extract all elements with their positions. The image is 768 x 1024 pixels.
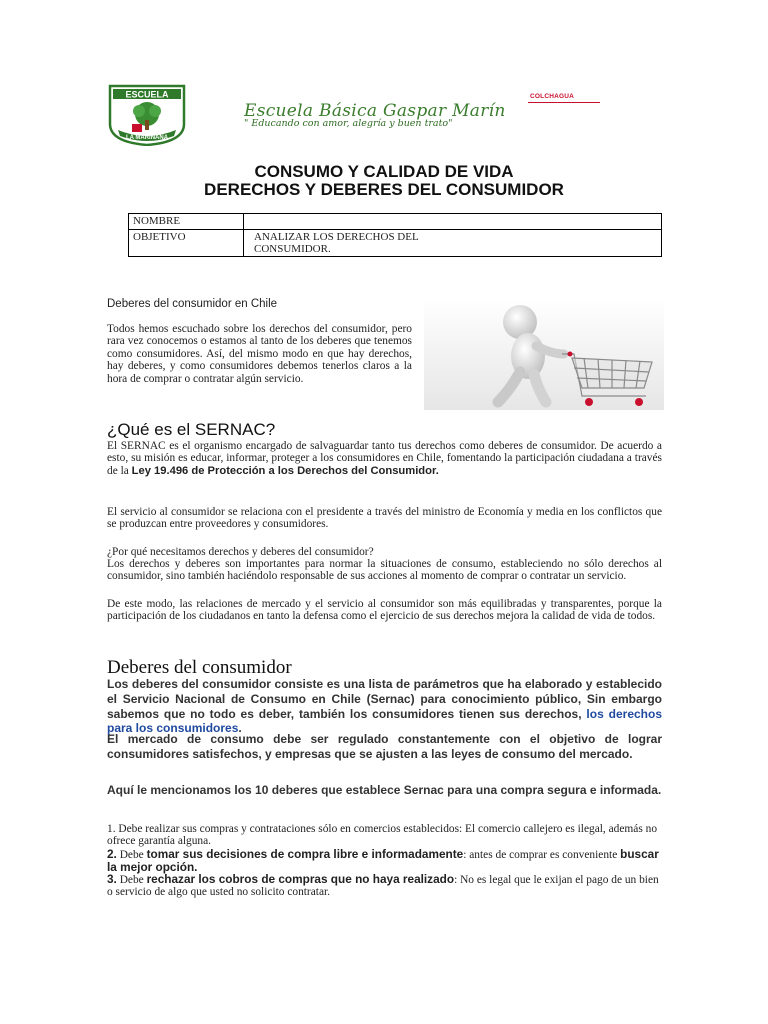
shopping-cart-illustration <box>424 298 664 410</box>
objective-label: OBJETIVO <box>129 230 244 257</box>
objective-line-1: ANALIZAR LOS DERECHOS DEL <box>254 231 419 243</box>
duties-intro-text: Los deberes del consumidor consiste es una lista de parámetros que ha elaborado y establecido el Servicio Nacional de Consumo en Chile (Sernac) para conocimiento público, Sin embargo sabemos que no todo es deber, también los consumidores tienen sus derechos, <box>107 677 662 721</box>
duties-heading: Deberes del consumidor <box>107 657 292 678</box>
intro-heading: Deberes del consumidor en Chile <box>107 298 278 310</box>
list-item <box>107 848 662 875</box>
school-motto: " Educando con amor, alegría y buen trato" <box>244 118 453 129</box>
list-text: Debe <box>116 874 147 886</box>
list-emphasis: buscar la mejor opción. <box>107 847 659 875</box>
list-emphasis: tomar sus decisiones de compra libre e informadamente <box>146 847 464 861</box>
list-number: 1. <box>107 823 116 835</box>
law-reference: Ley 19.496 de Protección a los Derechos del Consumidor. <box>131 464 439 477</box>
sernac-definition <box>107 440 662 477</box>
list-number: 3. <box>107 872 117 886</box>
ten-duties-intro: Aquí le mencionamos los 10 deberes que establece Sernac para una compra segura e informada. <box>107 783 662 797</box>
list-emphasis: rechazar los cobros de compras que no haya realizado <box>146 872 455 886</box>
brand-underline <box>528 102 600 103</box>
consumer-rights-link[interactable]: los derechos para los consumidores <box>107 706 663 736</box>
objective-line-2: CONSUMIDOR. <box>254 243 331 255</box>
duties-intro-end: . <box>238 721 242 736</box>
list-item <box>107 873 662 899</box>
school-name: Escuela Básica Gaspar Marín <box>244 101 506 121</box>
school-logo <box>108 84 186 146</box>
name-field[interactable] <box>244 214 662 230</box>
list-text: Debe realizar sus compras y contrataciones sólo en comercios establecidos: El comercio callejero es ilegal, además no ofrece garantía alguna. <box>107 823 658 848</box>
table-row <box>129 214 662 230</box>
objective-value <box>244 230 662 257</box>
brand-logo-text: COLCHAGUA <box>530 93 575 100</box>
table-row <box>129 230 662 257</box>
sernac-role-paragraph: El servicio al consumidor se relaciona con el presidente a través del ministro de Economía y media en los conflictos que se produzcan entre proveedores y consumidores. <box>107 506 662 531</box>
student-info-table <box>128 213 662 257</box>
why-answer: Los derechos y deberes son importantes para normar la situaciones de consumo, estableciendo no sólo derechos al consumidor, sino también haciéndolo responsable de sus acciones al momento de comprar o contratar un servicio. <box>107 558 662 583</box>
duties-intro <box>107 677 662 736</box>
logo-top-text: ESCUELA <box>125 89 169 100</box>
why-question: ¿Por qué necesitamos derechos y deberes del consumidor? <box>107 546 374 558</box>
list-text: : No es legal que le exijan el pago de un bien o servicio de algo que usted no solicito contratar. <box>107 874 659 899</box>
document-subtitle: DERECHOS Y DEBERES DEL CONSUMIDOR <box>204 180 564 199</box>
list-text: Debe <box>116 849 147 861</box>
sernac-definition-text: El SERNAC es el organismo encargado de salvaguardar tanto tus derechos como deberes de consumidor. De acuerdo a esto, su misión es educar, informar, proteger a los consumidores en Chile, fomentando la participación ciudadana a través de la <box>107 440 662 477</box>
list-item <box>107 823 662 848</box>
document-title: CONSUMO Y CALIDAD DE VIDA <box>254 162 514 181</box>
market-relations-paragraph: De este modo, las relaciones de mercado y el servicio al consumidor son más equilibradas y transparentes, porque la participación de los ciudadanos en tanto la defensa como el ejercicio de sus derechos mejora la calidad de vida de todos. <box>107 598 662 623</box>
intro-paragraph: Todos hemos escuchado sobre los derechos del consumidor, pero rara vez conocemos o estamos al tanto de los deberes que tenemos como consumidores. Así, del mismo modo en que hay derechos, hay deberes, y como consumidores debemos tenerlos claros a la hora de comprar o contratar algún servicio. <box>107 323 412 385</box>
logo-bottom-text: LA MARINANA <box>125 135 169 141</box>
list-number: 2. <box>107 847 117 861</box>
market-regulation-paragraph: El mercado de consumo debe ser regulado constantemente con el objetivo de lograr consumidores satisfechos, y empresas que se ajusten a las leyes de consumo del mercado. <box>107 732 662 761</box>
name-label: NOMBRE <box>129 214 244 230</box>
sernac-heading: ¿Qué es el SERNAC? <box>107 420 276 439</box>
list-text: : antes de comprar es conveniente <box>463 849 621 861</box>
